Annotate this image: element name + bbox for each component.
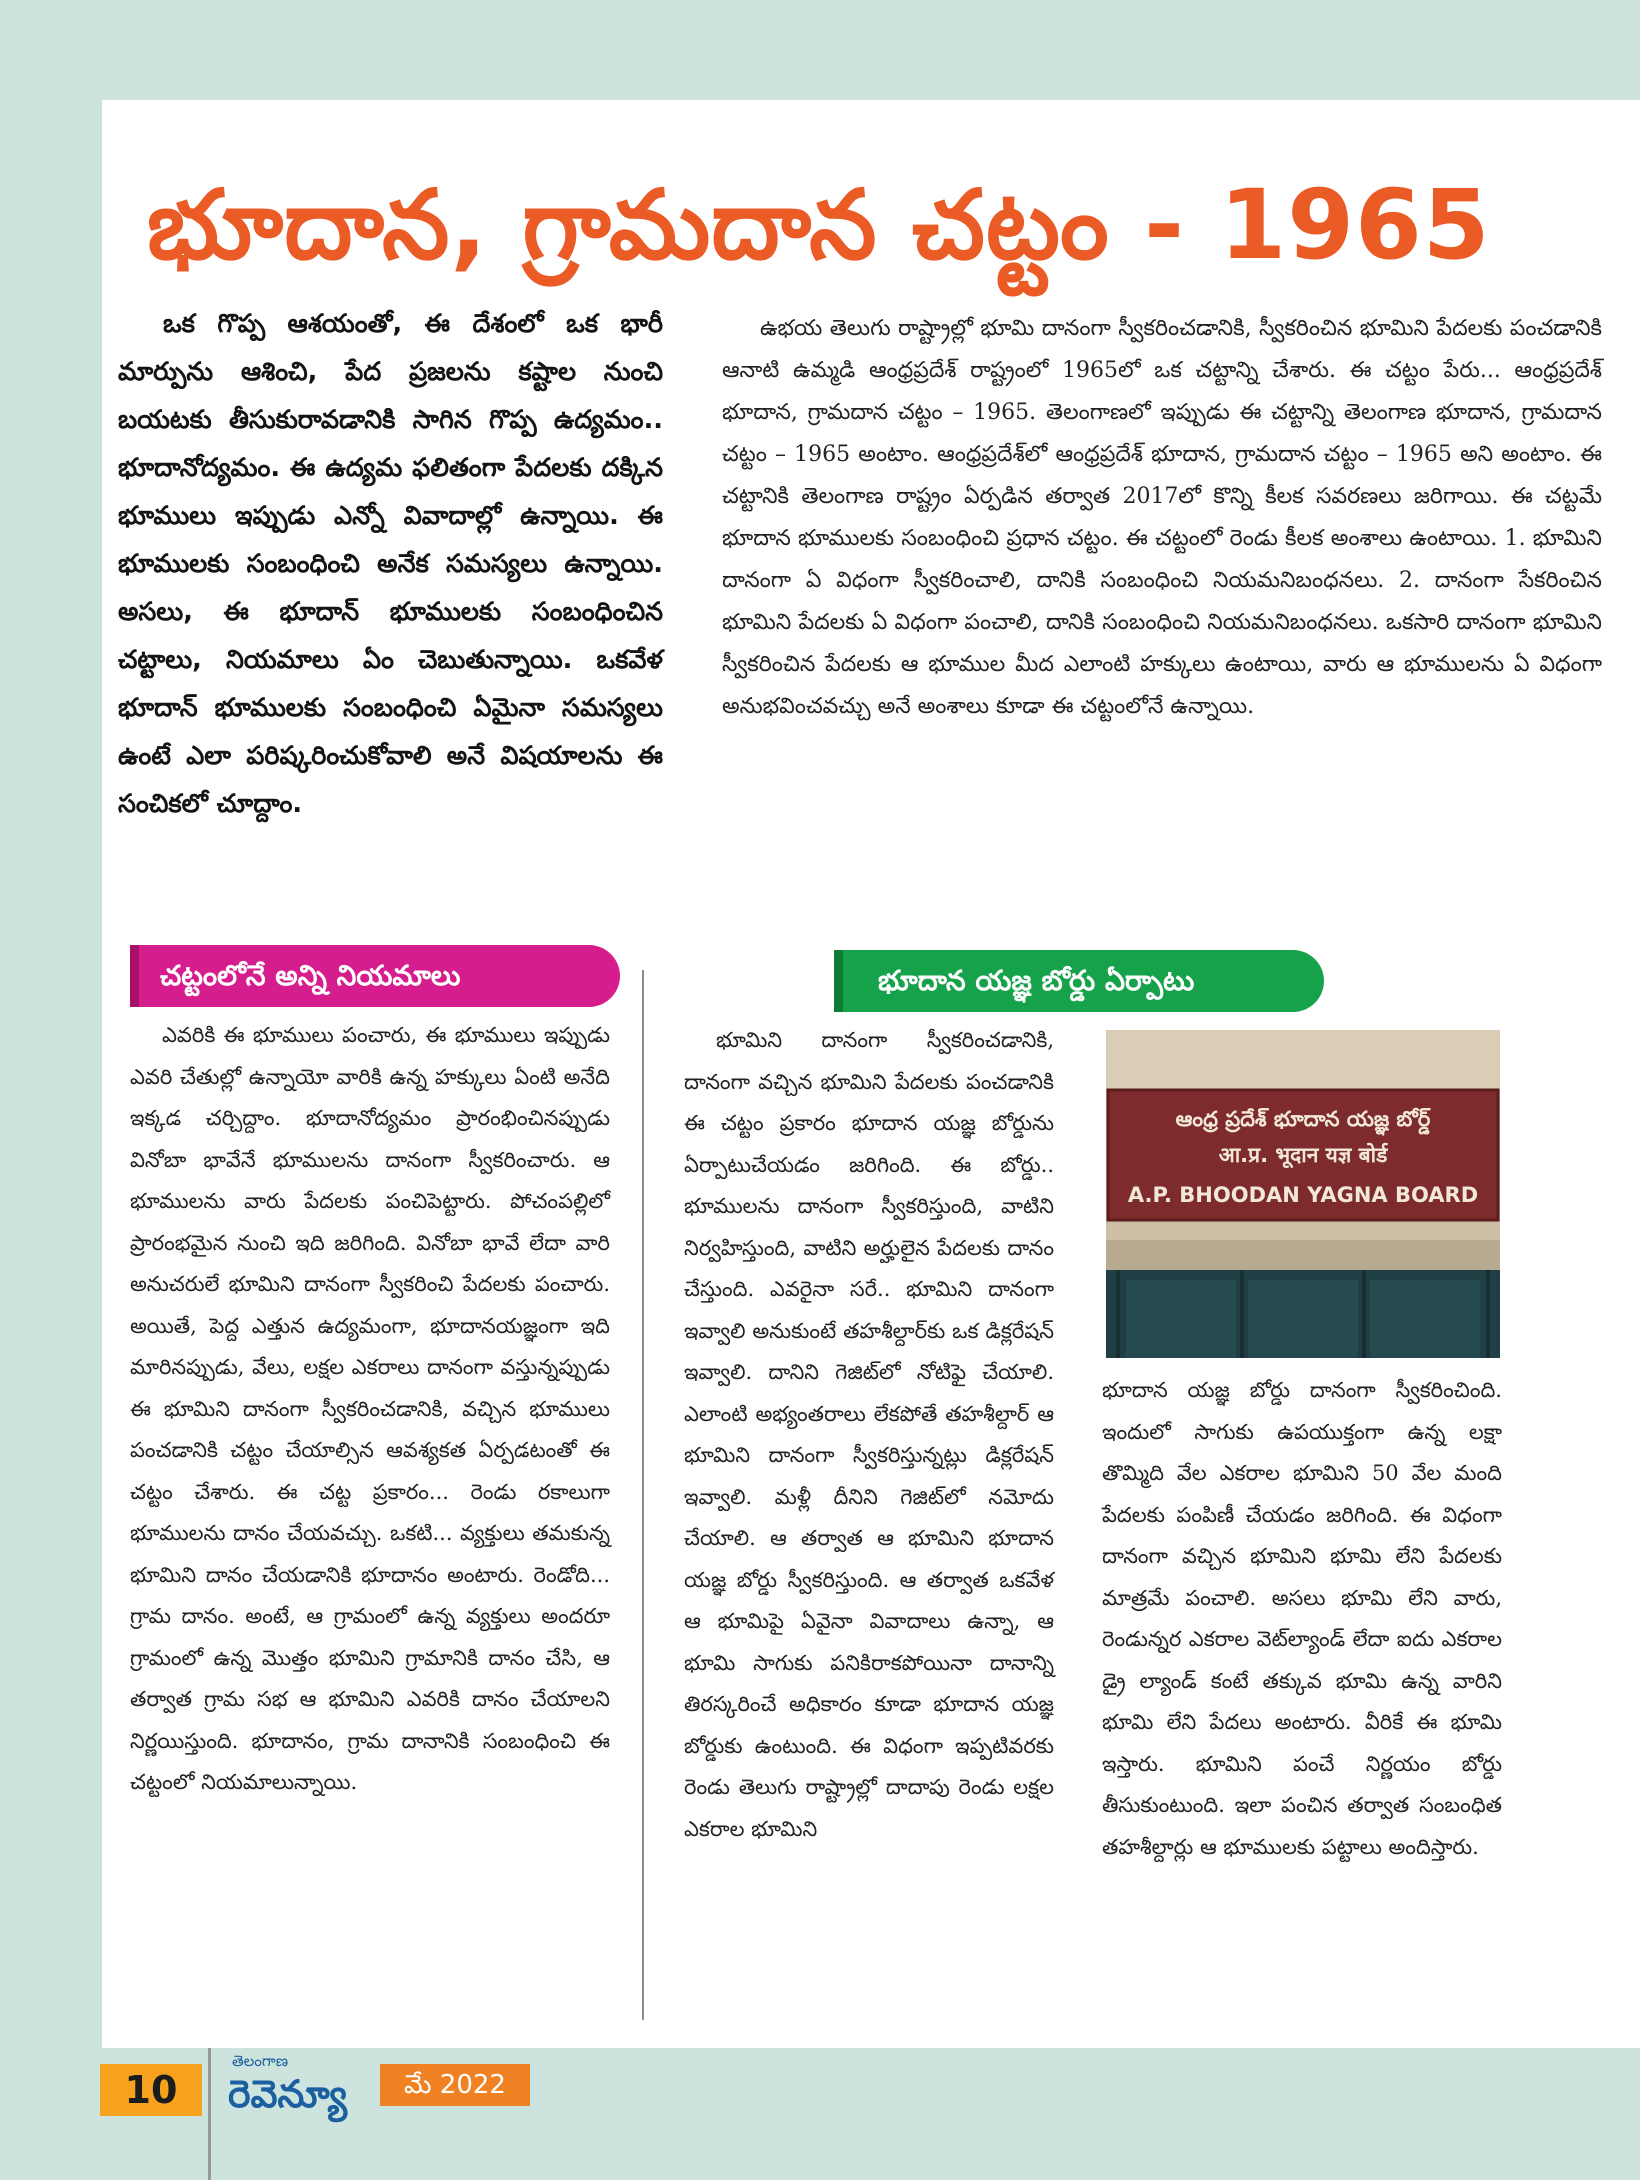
- intro-paragraph: ఒక గొప్ప ఆశయంతో, ఈ దేశంలో ఒక భారీ మార్పును ఆశించి, పేద ప్రజలను కష్టాల నుంచి బయటకు తీసుకురావడానికి సాగిన గొప్ప ఉద్యమం.. భూదానోద్యమం. ఈ ఉద్యమ ఫలితంగా పేదలకు దక్కిన భూములు ఇప్పుడు ఎన్నో వివాదాల్లో ఉన్నాయి. ఈ భూములకు సంబంధించి అనేక సమస్యలు ఉన్నాయి. అసలు, ఈ భూదాన్ భూములకు సంబంధించిన చట్టాలు, నియమాలు ఏం చెబుతున్నాయి. ఒకవేళ భూదాన్ భూములకు సంబంధించి ఏమైనా సమస్యలు ఉంటే ఎలా పరిష్కరించుకోవాలి అనే విషయాలను ఈ సంచికలో చూద్దాం.: [118, 309, 663, 819]
- section-heading-accent: [130, 945, 139, 1007]
- signboard-image: [1106, 1030, 1500, 1358]
- magazine-page: [102, 100, 1640, 2048]
- sign-english-text: A.P. BHOODAN YAGNA BOARD: [1127, 1183, 1479, 1207]
- board-body-continued: భూదాన యజ్ఞ బోర్డు దానంగా స్వీకరించింది. ఇందులో సాగుకు ఉపయుక్తంగా ఉన్న లక్షా తొమ్మిది వేల ఎకరాల భూమిని 50 వేల మంది పేదలకు పంపిణీ చేయడం జరిగింది. ఈ విధంగా దానంగా వచ్చిన భూమిని భూమి లేని పేదలకు మాత్రమే పంచాలి. అసలు భూమి లేని వారు, రెండున్నర ఎకరాల వెట్‌ల్యాండ్ లేదా ఐదు ఎకరాల డ్రై ల్యాండ్ కంటే తక్కువ భూమి ఉన్న వారిని భూమి లేని పేదలు అంటారు. వీరికే ఈ భూమి ఇస్తారు. భూమిని పంచే నిర్ణయం బోర్డు తీసుకుంటుంది. ఇలా పంచిన తర్వాత సంబంధిత తహశీల్దార్లు ఆ భూములకు పట్టాలు అందిస్తారు.: [1102, 1378, 1502, 1859]
- magazine-name: రెవెన్యూ: [228, 2072, 348, 2116]
- rules-body: ఎవరికి ఈ భూములు పంచారు, ఈ భూములు ఇప్పుడు ఎవరి చేతుల్లో ఉన్నాయో వారికి ఉన్న హక్కులు ఏంటి అనేది ఇక్కడ చర్చిద్దాం. భూదానోద్యమం ప్రారంభించినప్పుడు వినోబా భావేనే భూములను దానంగా స్వీకరించారు. ఆ భూములను వారు పేదలకు పంచిపెట్టారు. పోచంపల్లిలో ప్రారంభమైన నుంచి ఇది జరిగింది. వినోబా భావే లేదా వారి అనుచరులే భూమిని దానంగా స్వీకరించి పేదలకు పంచారు. అయితే, పెద్ద ఎత్తున ఉద్యమంగా, భూదానయజ్ఞంగా ఇది మారినప్పుడు, వేలు, లక్షల ఎకరాలు దానంగా వస్తున్నప్పుడు ఈ భూమిని దానంగా స్వీకరించడానికి, వచ్చిన భూములు పంచడానికి చట్టం చేయాల్సిన ఆవశ్యకత ఏర్పడటంతో ఈ చట్టం చేశారు. ఈ చట్ట ప్రకారం... రెండు రకాలుగా భూములను దానం చేయవచ్చు. ఒకటి... వ్యక్తులు తమకున్న భూమిని దానం చేయడానికి భూదానం అంటారు. రెండోది... గ్రామ దానం. అంటే, ఆ గ్రామంలో ఉన్న వ్యక్తులు అందరూ గ్రామంలో ఉన్న మొత్తం భూమిని గ్రామానికి దానం చేసి, ఆ తర్వాత గ్రామ సభ ఆ భూమిని ఎవరికి దానం చేయాలని నిర్ణయిస్తుంది. భూదానం, గ్రామ దానానికి సంబంధించి ఈ చట్టంలో నియమాలున్నాయి.: [130, 1023, 610, 1794]
- section-heading-rules-label: చట్టంలోనే అన్ని నియమాలు: [160, 959, 461, 992]
- article-title: భూదాన, గ్రామదాన చట్టం - 1965: [147, 169, 1491, 281]
- section-heading-board: [834, 950, 1324, 1012]
- overview-paragraph: ఉభయ తెలుగు రాష్ట్రాల్లో భూమి దానంగా స్వీకరించడానికి, స్వీకరించిన భూమిని పేదలకు పంచడానికి ఆనాటి ఉమ్మడి ఆంధ్రప్రదేశ్ రాష్ట్రంలో 1965లో ఒక చట్టాన్ని చేశారు. ఈ చట్టం పేరు... ఆంధ్రప్రదేశ్ భూదాన, గ్రామదాన చట్టం – 1965. తెలంగాణలో ఇప్పుడు ఈ చట్టాన్ని తెలంగాణ భూదాన, గ్రామదాన చట్టం – 1965 అంటాం. ఆంధ్రప్రదేశ్‌లో ఆంధ్రప్రదేశ్ భూదాన, గ్రామదాన చట్టం – 1965 అని అంటాం. ఈ చట్టానికి తెలంగాణ రాష్ట్రం ఏర్పడిన తర్వాత 2017లో కొన్ని కీలక సవరణలు జరిగాయి. ఈ చట్టమే భూదాన భూములకు సంబంధించి ప్రధాన చట్టం. ఈ చట్టంలో రెండు కీలక అంశాలు ఉంటాయి. 1. భూమిని దానంగా ఏ విధంగా స్వీకరించాలి, దానికి సంబంధించి నియమనిబంధనలు. 2. దానంగా సేకరించిన భూమిని పేదలకు ఏ విధంగా పంచాలి, దానికి సంబంధించి నియమనిబంధనలు. ఒకసారి దానంగా భూమిని స్వీకరించిన పేదలకు ఆ భూముల మీద ఎలాంటి హక్కులు ఉంటాయి, వారు ఆ భూములను ఏ విధంగా అనుభవించవచ్చు అనే అంశాలు కూడా ఈ చట్టంలోనే ఉన్నాయి.: [722, 316, 1602, 719]
- section-heading-board-label: భూదాన యజ్ఞ బోర్డు ఏర్పాటు: [878, 964, 1195, 997]
- sign-hindi-text: आ.प्र. भूदान यज्ञ बोर्ड: [1218, 1143, 1388, 1167]
- magazine-state-label: తెలంగాణ: [232, 2052, 289, 2070]
- section-heading-rules: [130, 945, 620, 1007]
- sign-telugu-text: ఆంధ్ర ప్రదేశ్ భూదాన యజ్ఞ బోర్డ్: [1175, 1107, 1431, 1131]
- issue-date: మే 2022: [380, 2064, 530, 2106]
- column-divider: [642, 970, 644, 2020]
- section-heading-accent: [834, 950, 843, 1012]
- board-body: భూమిని దానంగా స్వీకరించడానికి, దానంగా వచ్చిన భూమిని పేదలకు పంచడానికి ఈ చట్టం ప్రకారం భూదాన యజ్ఞ బోర్డును ఏర్పాటుచేయడం జరిగింది. ఈ బోర్డు.. భూములను దానంగా స్వీకరిస్తుంది, వాటిని నిర్వహిస్తుంది, వాటిని అర్హులైన పేదలకు దానం చేస్తుంది. ఎవరైనా సరే.. భూమిని దానంగా ఇవ్వాలి అనుకుంటే తహశీల్దార్‌కు ఒక డిక్లరేషన్ ఇవ్వాలి. దానిని గెజిట్‌లో నోటిఫై చేయాలి. ఎలాంటి అభ్యంతరాలు లేకపోతే తహశీల్దార్ ఆ భూమిని దానంగా స్వీకరిస్తున్నట్లు డిక్లరేషన్ ఇవ్వాలి. మళ్లీ దీనిని గెజిట్‌లో నమోదు చేయాలి. ఆ తర్వాత ఆ భూమిని భూదాన యజ్ఞ బోర్డు స్వీకరిస్తుంది. ఆ తర్వాత ఒకవేళ ఆ భూమిపై ఏవైనా వివాదాలు ఉన్నా, ఆ భూమి సాగుకు పనికిరాకపోయినా దానాన్ని తిరస్కరించే అధికారం కూడా భూదాన యజ్ఞ బోర్డుకు ఉంటుంది. ఈ విధంగా ఇప్పటివరకు రెండు తెలుగు రాష్ట్రాల్లో దాదాపు రెండు లక్షల ఎకరాల భూమిని: [684, 1028, 1054, 1841]
- page-number: 10: [100, 2064, 202, 2116]
- footer-divider: [208, 2048, 211, 2180]
- board-signboard-photo: [1106, 1030, 1500, 1358]
